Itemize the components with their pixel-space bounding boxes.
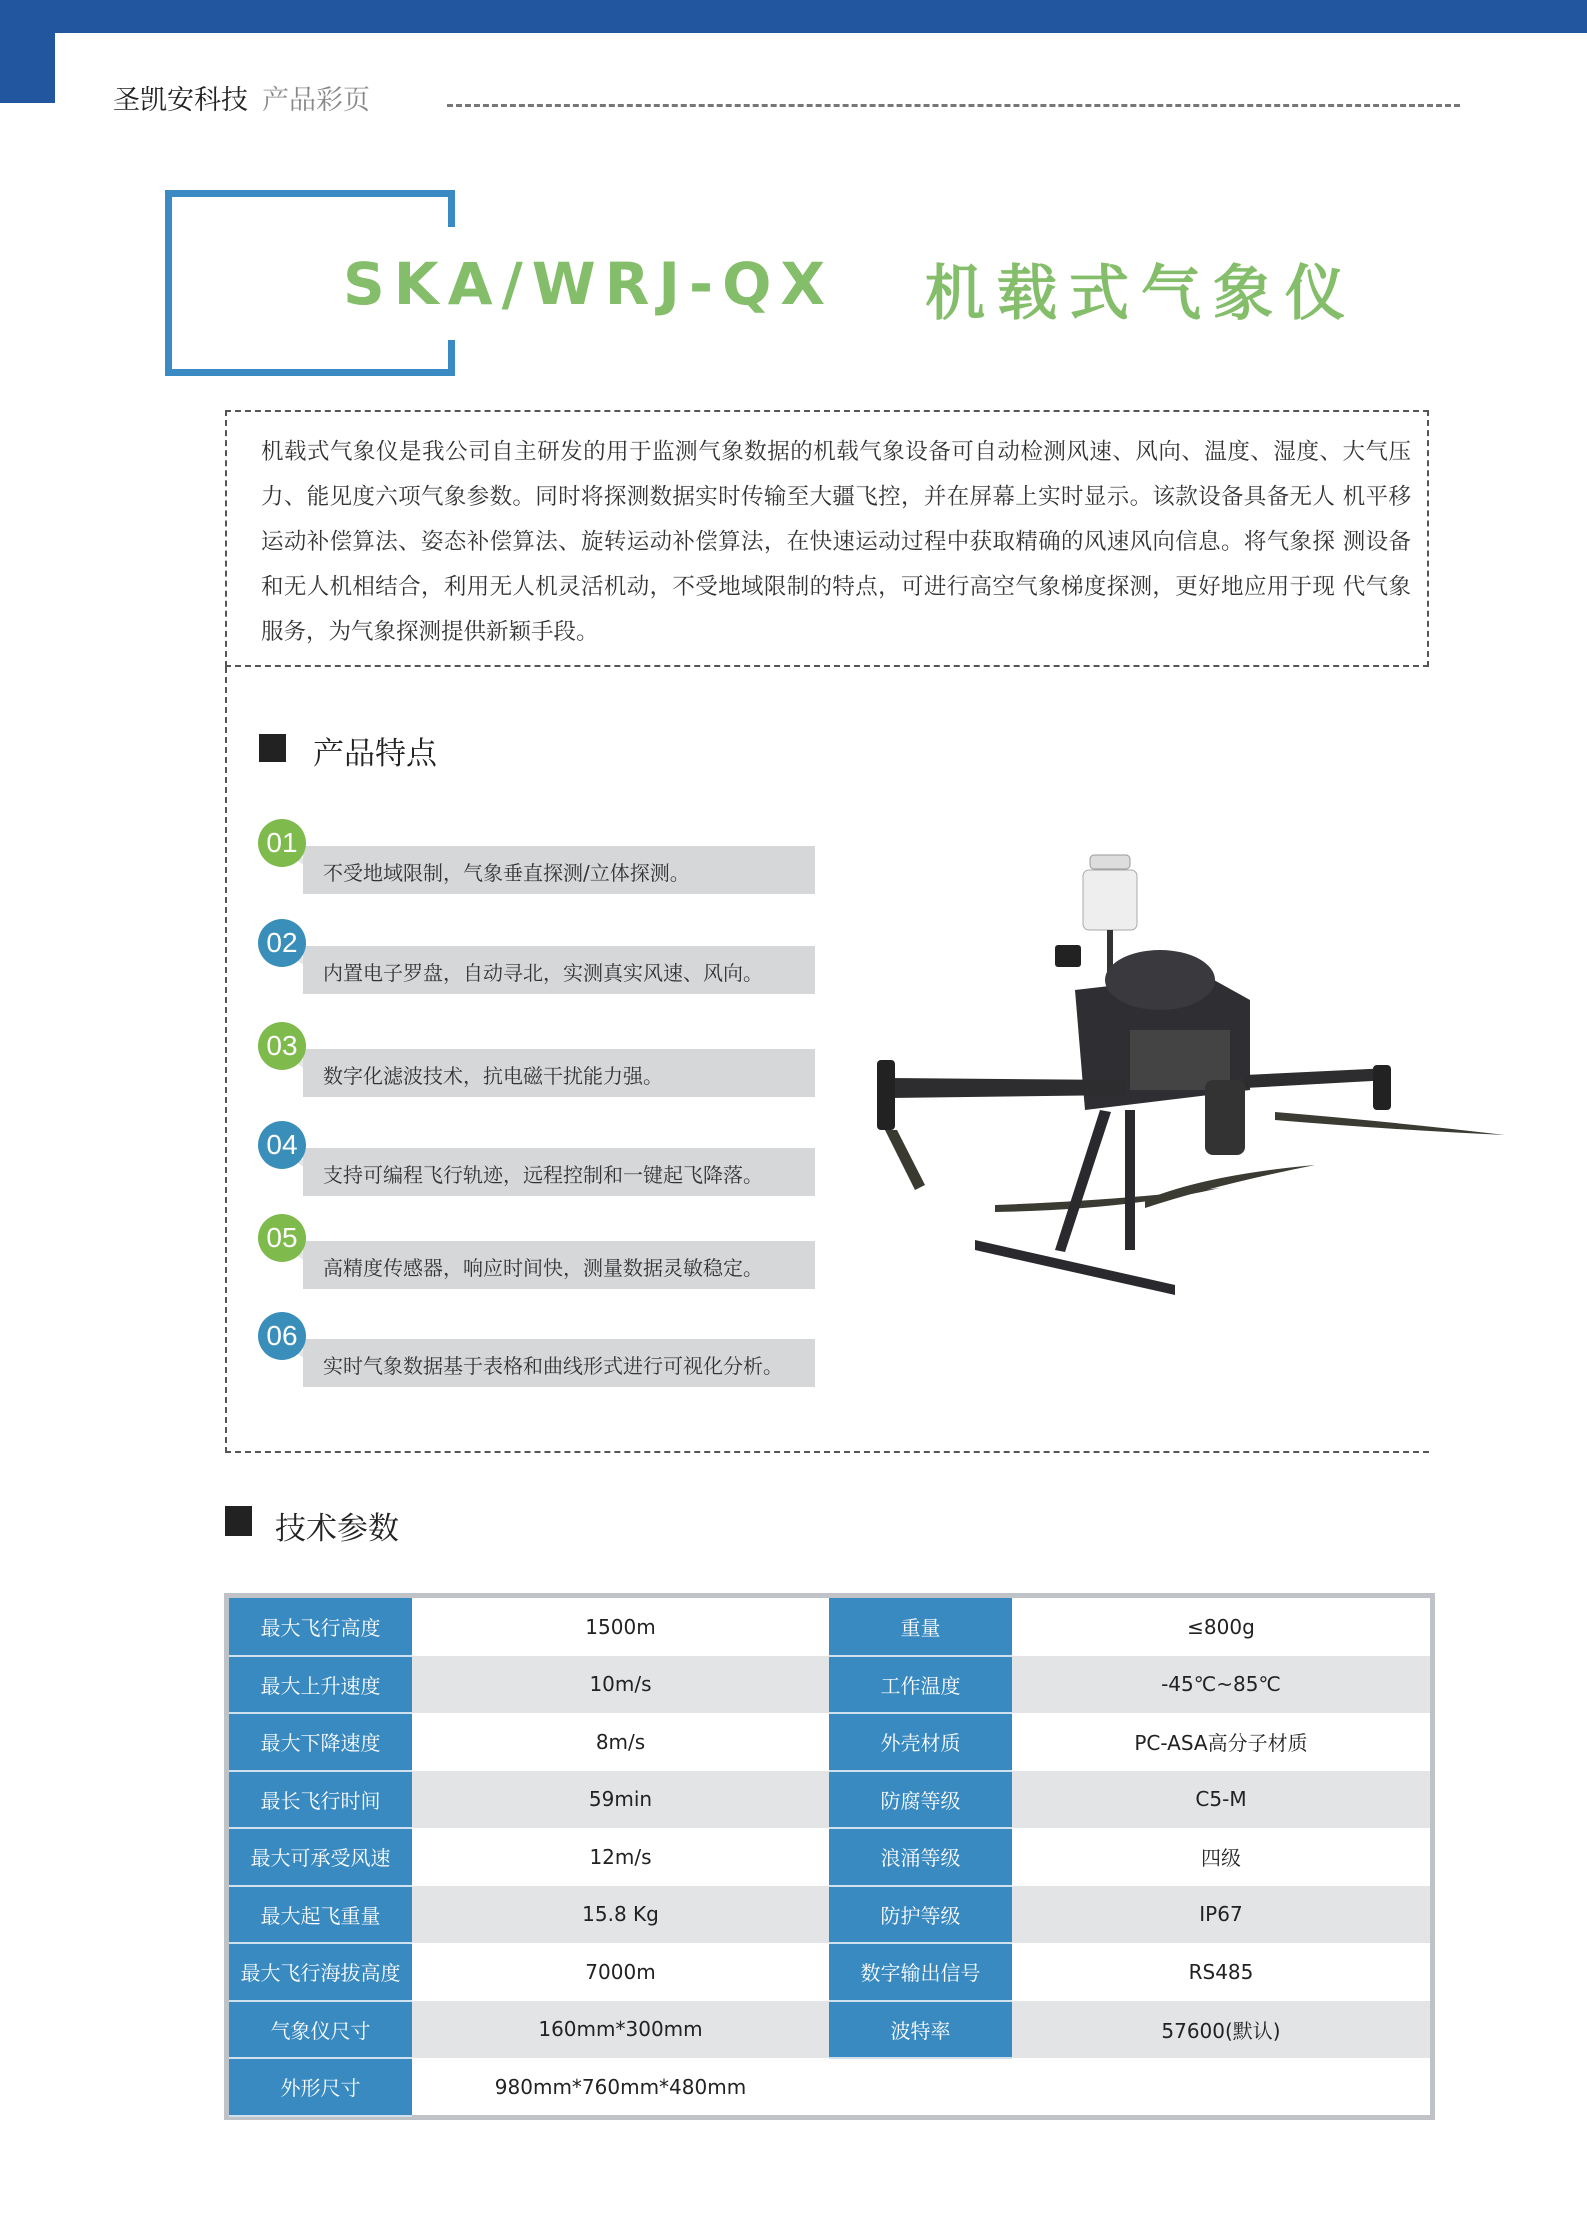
features-heading: 产品特点 [313, 736, 437, 772]
spec-value: RS485 [1188, 1959, 1254, 1984]
features-border-bottom [225, 1451, 1429, 1453]
table-row [229, 1598, 1430, 1656]
table-row [229, 1886, 1430, 1944]
feature-number-badge: 05 [258, 1214, 306, 1262]
spec-label: 重量 [829, 1598, 1012, 1656]
empty-cell [1012, 2058, 1430, 2116]
spec-value: 57600(默认) [1012, 2001, 1430, 2059]
spec-value: C5-M [1012, 1771, 1430, 1829]
spec-label: 最大可承受风速 [229, 1828, 412, 1886]
table-row [229, 1828, 1430, 1886]
product-code: SKA/WRJ-QX [343, 250, 835, 318]
spec-label: 工作温度 [829, 1656, 1012, 1714]
feature-bar [303, 1339, 815, 1387]
feature-text: 实时气象数据基于表格和曲线形式进行可视化分析。 [323, 1354, 783, 1378]
spec-label: 外形尺寸 [229, 2058, 412, 2116]
feature-number-badge: 06 [258, 1312, 306, 1360]
feature-text: 数字化滤波技术，抗电磁干扰能力强。 [323, 1064, 663, 1088]
spec-value: 15.8 Kg [412, 1886, 829, 1944]
spec-value: 160mm*300mm [412, 2001, 829, 2059]
spec-value: IP67 [1012, 1886, 1430, 1944]
corner-block [0, 0, 55, 103]
title-bracket-top-right [448, 190, 455, 227]
drone-image [875, 840, 1515, 1310]
table-row [229, 2058, 1430, 2116]
feature-text: 不受地域限制，气象垂直探测/立体探测。 [323, 861, 690, 885]
product-name: 机载式气象仪 [925, 259, 1357, 329]
spec-value: 10m/s [412, 1656, 829, 1714]
spec-value: 59min [412, 1771, 829, 1829]
section-square-icon [225, 1506, 252, 1536]
feature-bar [303, 1049, 815, 1097]
specs-table [224, 1593, 1435, 2120]
feature-item [258, 819, 818, 909]
spec-label: 气象仪尺寸 [229, 2001, 412, 2059]
spec-value: 1500m [585, 1614, 656, 1639]
feature-text: 高精度传感器，响应时间快，测量数据灵敏稳定。 [323, 1256, 763, 1280]
spec-label: 最大起飞重量 [229, 1886, 412, 1944]
feature-item [258, 919, 818, 1009]
company-name: 圣凯安科技 [113, 85, 248, 116]
feature-item [258, 1214, 818, 1304]
specs-heading: 技术参数 [275, 1511, 399, 1547]
feature-text: 内置电子罗盘，自动寻北，实测真实风速、风向。 [323, 961, 763, 985]
feature-number-badge: 03 [258, 1022, 306, 1070]
spec-label: 最大飞行高度 [229, 1598, 412, 1656]
features-border [225, 667, 227, 1453]
spec-label: 最大下降速度 [229, 1713, 412, 1771]
spec-label: 波特率 [829, 2001, 1012, 2059]
table-row [229, 1771, 1430, 1829]
feature-item [258, 1312, 818, 1402]
top-banner [0, 0, 1587, 33]
spec-value: 8m/s [595, 1729, 646, 1754]
feature-number-badge: 02 [258, 919, 306, 967]
spec-label: 浪涌等级 [829, 1828, 1012, 1886]
spec-value: ≤800g [1187, 1614, 1255, 1639]
spec-label: 最长飞行时间 [229, 1771, 412, 1829]
feature-bar [303, 846, 815, 894]
spec-label: 最大上升速度 [229, 1656, 412, 1714]
description-text: 机载式气象仪是我公司自主研发的用于监测气象数据的机载气象设备可自动检测风速、风向、温度、湿度、大气压力、能见度六项气象参数。同时将探测数据实时传输至大疆飞控，并在屏幕上实时显示。该款设备具备无人 机平移运动补偿算法、姿态补偿算法、旋转运动补偿算法，在快速运动过程中获取精确的风速风向信息。将气象探 测设备和无人机相结合，利用无人机灵活机动，不受地域限制的特点，可进行高空气象梯度探测，更好地应用于现 代气象服务，为气象探测提供新颖手段。 [261, 439, 1411, 645]
spec-value: 7000m [585, 1959, 656, 1984]
feature-item [258, 1022, 818, 1112]
page-header [113, 78, 370, 117]
table-row [229, 1713, 1430, 1771]
title-bracket-bottom-right [448, 340, 455, 376]
drone-illustration [877, 855, 1505, 1295]
spec-value: 12m/s [589, 1844, 652, 1869]
feature-number-badge: 04 [258, 1121, 306, 1169]
feature-bar [303, 1241, 815, 1289]
table-row [229, 1943, 1430, 2001]
table-row [229, 2001, 1430, 2059]
spec-value: 980mm*760mm*480mm [494, 2074, 747, 2099]
spec-value: 四级 [1201, 1846, 1241, 1871]
feature-item [258, 1121, 818, 1211]
spec-label: 数字输出信号 [829, 1943, 1012, 2001]
feature-number-badge: 01 [258, 819, 306, 867]
spec-value: -45℃~85℃ [1012, 1656, 1430, 1714]
section-square-icon [259, 734, 286, 762]
empty-cell [829, 2058, 1012, 2116]
feature-text: 支持可编程飞行轨迹，远程控制和一键起飞降落。 [323, 1163, 763, 1187]
spec-value: PC-ASA高分子材质 [1134, 1731, 1308, 1756]
spec-label: 防腐等级 [829, 1771, 1012, 1829]
spec-label: 防护等级 [829, 1886, 1012, 1944]
spec-label: 最大飞行海拔高度 [229, 1943, 412, 2001]
feature-bar [303, 946, 815, 994]
table-row [229, 1656, 1430, 1714]
header-divider [447, 104, 1460, 107]
feature-bar [303, 1148, 815, 1196]
section-name: 产品彩页 [262, 85, 370, 116]
spec-label: 外壳材质 [829, 1713, 1012, 1771]
